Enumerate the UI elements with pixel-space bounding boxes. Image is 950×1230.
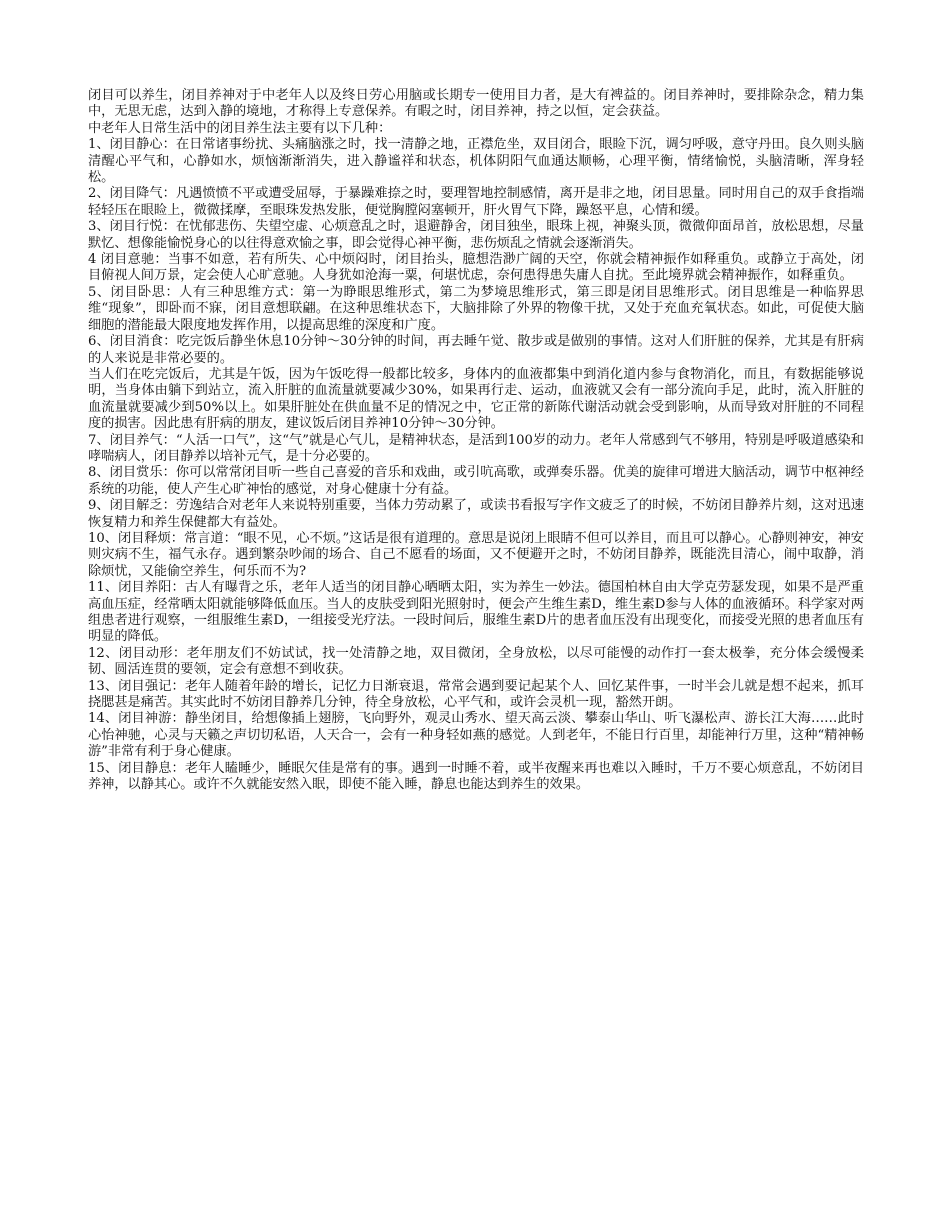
method-12-paragraph: 12、闭目动形：老年朋友们不妨试试，找一处清静之地，双目微闭，全身放松，以尽可能慢的动作打一套太极拳，充分体会缓慢柔韧、圆活连贯的要领，定会有意想不到收获。 [88, 645, 864, 678]
method-4-paragraph: 4 闭目意驰：当事不如意，若有所失、心中烦闷时，闭目抬头，臆想浩渺广阔的天空，你就会精神振作如释重负。或静立于高处，闭目俯视人间万景，定会使人心旷意驰。人身犹如沧海一粟，何堪忧虑，奈何患得患失庸人自扰。至此境界就会精神振作，如释重负。 [88, 252, 864, 284]
method-3-paragraph: 3、闭目行悦：在忧郁悲伤、失望空虚、心烦意乱之时，退避静舍，闭目独坐，眼珠上视，神聚头顶，微微仰面昂首，放松思想，尽量默忆、想像能愉悦身心的以往得意欢愉之事，即会觉得心神平衡，悲伤烦乱之情就会逐渐消失。 [88, 219, 864, 251]
method-15-paragraph: 15、闭目静息：老年人瞌睡少，睡眠欠佳是常有的事。遇到一时睡不着，或半夜醒来再也难以入睡时，千万不要心烦意乱，不妨闭目养神，以静其心。或许不久就能安然入眠，即使不能入睡，静息也能达到养生的效果。 [88, 760, 864, 793]
method-11-paragraph: 11、闭目养阳：古人有曝背之乐，老年人适当的闭目静心晒晒太阳，实为养生一妙法。德国柏林自由大学克劳瑟发现，如果不是严重高血压症，经常晒太阳就能够降低血压。当人的皮肤受到阳光照射时，便会产生维生素D，维生素D参与人体的血液循环。科学家对两组患者进行观察，一组服维生素D，一组接受光疗法。一段时间后，服维生素D片的患者血压没有出现变化，而接受光照的患者血压有明显的降低。 [88, 580, 864, 645]
method-1-paragraph: 1、闭目静心：在日常诸事纷扰、头痛脑涨之时，找一清静之地，正襟危坐，双目闭合，眼睑下沉，调匀呼吸，意守丹田。良久则头脑清醒心平气和，心静如水，烦恼渐渐消失，进入静谧祥和状态，机体阴阳气血通达顺畅，心理平衡，情绪愉悦，头脑清晰，浑身轻松。 [88, 137, 864, 186]
method-2-paragraph: 2、闭目降气：凡遇愤愤不平或遭受屈辱，于暴躁难捺之时，要理智地控制感情，离开是非之地，闭目思量。同时用自己的双手食指端轻轻压在眼睑上，微微揉摩，至眼珠发热发胀，便觉胸膛闷塞顿开，肝火胃气下降，躁怒平息，心情和缓。 [88, 186, 864, 218]
method-6-detail-paragraph: 当人们在吃完饭后，尤其是午饭，因为午饭吃得一般都比较多，身体内的血液都集中到消化道内参与食物消化，而且，有数据能够说明，当身体由躺下到站立，流入肝脏的血流量就要减少30%，如果再行走、运动，血液就又会有一部分流向手足，此时，流入肝脏的血流量就要减少到50%以上。如果肝脏处在供血量不足的情况之中，它正常的新陈代谢活动就会受到影响，从而导致对肝脏的不同程度的损害。因此患有肝病的朋友，建议饭后闭目养神10分钟～30分钟。 [88, 366, 864, 432]
document-body [88, 88, 864, 793]
method-8-paragraph: 8、闭目赏乐：你可以常常闭目听一些自己喜爱的音乐和戏曲，或引吭高歌，或弹奏乐器。优美的旋律可增进大脑活动，调节中枢神经系统的功能，使人产生心旷神怡的感觉，对身心健康十分有益。 [88, 465, 864, 497]
method-13-paragraph: 13、闭目强记：老年人随着年龄的增长，记忆力日渐衰退，常常会遇到要记起某个人、回忆某件事，一时半会儿就是想不起来，抓耳挠腮甚是痛苦。其实此时不妨闭目静养几分钟，待全身放松，心平气和，或许会灵机一现，豁然开朗。 [88, 678, 864, 711]
intro-paragraph: 闭目可以养生，闭目养神对于中老年人以及终日劳心用脑或长期专一使用目力者，是大有裨益的。闭目养神时，要排除杂念，精力集中，无思无虑，达到入静的境地，才称得上专意保养。有暇之时，闭目养神，持之以恒，定会获益。 [88, 88, 864, 120]
methods-heading: 中老年人日常生活中的闭目养生法主要有以下几种： [88, 120, 392, 136]
method-9-paragraph: 9、闭目解乏：劳逸结合对老年人来说特别重要，当体力劳动累了，或读书看报写字作文疲乏了的时候，不妨闭目静养片刻，这对迅速恢复精力和养生保健都大有益处。 [88, 498, 864, 530]
method-5-paragraph: 5、闭目卧思：人有三种思维方式：第一为睁眼思维形式，第二为梦境思维形式，第三即是闭目思维形式。闭目思维是一种临界思维“现象”，即卧而不寐，闭目意想联翩。在这种思维状态下，大脑排除了外界的物像干扰，又处于充血充氧状态。如此，可促使大脑细胞的潜能最大限度地发挥作用，以提高思维的深度和广度。 [88, 284, 864, 333]
method-10-paragraph: 10、闭目释烦：常言道：“眼不见，心不烦。”这话是很有道理的。意思是说闭上眼睛不但可以养目，而且可以静心。心静则神安，神安则灾病不生，福气永存。遇到繁杂吵闹的场合、自己不愿看的场面，又不便避开之时，不妨闭目静养，既能洗目清心，闹中取静，消除烦忧，又能偷空养生，何乐而不为? [88, 530, 864, 579]
method-7-paragraph: 7、闭目养气：“人活一口气”，这“气”就是心气儿，是精神状态，是活到100岁的动力。老年人常感到气不够用，特别是呼吸道感染和哮喘病人，闭目静养以培补元气，是十分必要的。 [88, 432, 864, 464]
method-6-paragraph: 6、闭目消食：吃完饭后静坐休息10分钟～30分钟的时间，再去睡午觉、散步或是做别的事情。这对人们肝脏的保养，尤其是有肝病的人来说是非常必要的。 [88, 334, 864, 366]
method-14-paragraph: 14、闭目神游：静坐闭目，给想像插上翅膀，飞向野外，观灵山秀水、望天高云淡、攀泰山华山、听飞瀑松声、游长江大海……此时心怡神驰，心灵与天籁之声切切私语，人天合一，会有一种身轻如燕的感觉。人到老年，不能日行百里，却能神行万里，这种“精神畅游”非常有利于身心健康。 [88, 711, 864, 760]
